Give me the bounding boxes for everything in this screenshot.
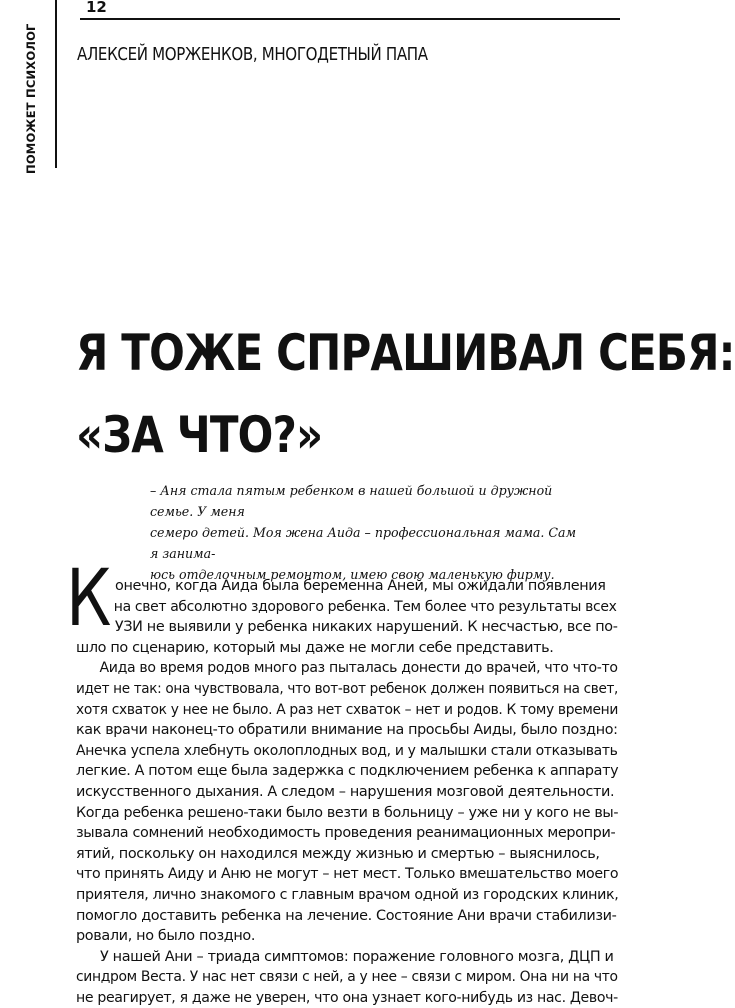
body-line: идет не так: она чувствовала, что вот-вот ребенок должен появиться на свет, (76, 680, 619, 697)
lead-paragraph (150, 480, 580, 585)
body-line: не реагирует, я даже не уверен, что она узнает кого-нибудь из нас. Девоч- (76, 989, 618, 1006)
body-line: искусственного дыхания. А следом – нарушения мозговой деятельности. (76, 783, 615, 800)
section-label: ПОМОЖЕТ ПСИХОЛОГ (24, 23, 38, 174)
body-line: ровали, но было поздно. (76, 928, 256, 945)
section-divider (55, 0, 57, 168)
lead-line: семеро детей. Моя жена Аида – профессиональная мама. Сам я занима- (150, 525, 577, 561)
body-line: синдром Веста. У нас нет связи с ней, а у нее – связи с миром. Она ни на что (76, 969, 618, 986)
body-line: легкие. А потом еще была задержка с подключением ребенка к аппарату (76, 763, 619, 780)
body-line: Анечка успела хлебнуть околоплодных вод, и у малышки стали отказывать (76, 742, 618, 759)
headline-line-2: «ЗА ЧТО?» (76, 406, 323, 464)
body-line: помогло доставить ребенка на лечение. Состояние Ани врачи стабилизи- (76, 907, 617, 924)
body-line: Аида во время родов много раз пыталась донести до врачей, что что-то (99, 660, 618, 677)
header-rule (80, 18, 620, 20)
body-line: У нашей Ани – триада симптомов: поражение головного мозга, ДЦП и (100, 948, 614, 965)
drop-cap: К (66, 554, 112, 644)
lead-line: юсь отделочным ремонтом, имею свою маленькую фирму. (150, 567, 555, 582)
body-line: ятий, поскольку он находился между жизнью и смертью – выяснилось, (76, 845, 600, 862)
lead-line: – Аня стала пятым ребенком в нашей большой и дружной семье. У меня (150, 483, 553, 519)
body-line: что принять Аиду и Аню не могут – нет мест. Только вмешательство моего (76, 866, 619, 883)
body-line: шло по сценарию, который мы даже не могли себе представить. (76, 639, 554, 656)
body-line: как врачи наконец-то обратили внимание на просьбы Аиды, было поздно: (76, 722, 618, 739)
body-line: приятеля, лично знакомого с главным врачом одной из городских клиник, (76, 886, 619, 903)
headline-line-1: Я ТОЖЕ СПРАШИВАЛ СЕБЯ: (76, 324, 735, 382)
article-body (76, 576, 618, 1008)
body-line: онечно, когда Аида была беременна Аней, мы ожидали появления (115, 578, 606, 594)
author-byline: АЛЕКСЕЙ МОРЖЕНКОВ, МНОГОДЕТНЫЙ ПАПА (77, 45, 428, 65)
page-number: 12 (86, 0, 107, 16)
body-line: хотя схваток у нее не было. А раз нет схваток – нет и родов. К тому времени (76, 701, 618, 718)
body-line: УЗИ не выявили у ребенка никаких нарушений. К несчастью, все по- (114, 619, 618, 636)
body-line: Когда ребенка решено-таки было везти в больницу – уже ни у кого не вы- (76, 804, 619, 821)
article-headline (76, 312, 735, 476)
body-line: на свет абсолютно здорового ребенка. Тем более что результаты всех (113, 598, 617, 615)
body-line: зывала сомнений необходимость проведения реанимационных меропри- (76, 825, 616, 842)
